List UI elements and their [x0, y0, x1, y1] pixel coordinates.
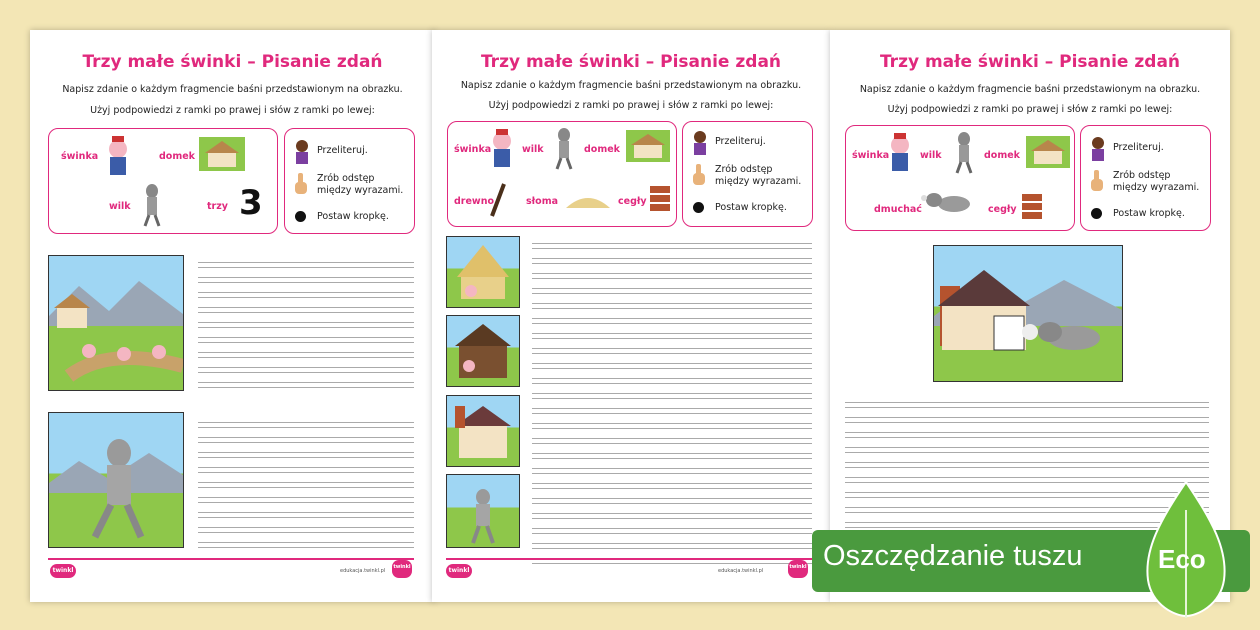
- word-box: [48, 128, 278, 234]
- instruction-1: Napisz zdanie o każdym fragmencie baśni przedstawionym na obrazku.: [460, 80, 802, 91]
- scene-brick-house: [446, 395, 520, 467]
- instruction-2: Użyj podpowiedzi z ramki po prawej i słów z ramki po lewej:: [488, 100, 774, 111]
- scene-pigs-leaving-home: [48, 255, 184, 391]
- stick-icon: [488, 182, 508, 218]
- wolf-icon: [139, 181, 165, 227]
- word-box: [845, 125, 1075, 231]
- word-sloma: słoma: [526, 196, 559, 207]
- word-domek: domek: [584, 144, 620, 155]
- hint-dot: Postaw kropkę.: [1113, 208, 1185, 219]
- number-three: 3: [239, 183, 263, 223]
- word-box: [447, 121, 677, 227]
- hint-spell: Przeliteruj.: [715, 136, 766, 147]
- pig-icon: [103, 135, 133, 181]
- dot-icon: [295, 211, 306, 222]
- hint-box: [1080, 125, 1211, 231]
- writing-lines: [198, 422, 414, 557]
- finger-icon: [691, 164, 707, 186]
- wolf-icon: [952, 130, 976, 174]
- bricks-icon: [648, 184, 672, 214]
- instruction-1: Napisz zdanie o każdym fragmencie baśni przedstawionym na obrazku.: [62, 84, 403, 95]
- writing-lines: [198, 262, 414, 397]
- footer-rule: [48, 558, 414, 560]
- hint-space: Zrób odstęp między wyrazami.: [317, 173, 404, 196]
- instruction-1: Napisz zdanie o każdym fragmencie baśni przedstawionym na obrazku.: [859, 84, 1201, 95]
- child-icon: [293, 139, 311, 165]
- child-icon: [691, 130, 709, 156]
- scene-wolf: [48, 412, 184, 548]
- word-swinka: świnka: [61, 151, 99, 162]
- word-drewno: drewno: [454, 196, 494, 207]
- instruction-2: Użyj podpowiedzi z ramki po prawej i słów z ramki po lewej:: [887, 104, 1173, 115]
- worksheet-2: [432, 30, 830, 602]
- word-swinka: świnka: [852, 150, 890, 161]
- word-domek: domek: [159, 151, 195, 162]
- child-icon: [1089, 136, 1107, 162]
- finger-icon: [293, 173, 309, 195]
- word-dmuchac: dmuchać: [874, 204, 922, 215]
- page-title: Trzy małe świnki – Pisanie zdań: [480, 52, 782, 72]
- twinkl-logo: twinkl: [446, 564, 472, 578]
- twinkl-logo: twinkl: [50, 564, 76, 578]
- house-icon: [199, 137, 245, 171]
- hint-box: [682, 121, 813, 227]
- word-wilk: wilk: [109, 201, 131, 212]
- wolf-blowing-icon: [920, 184, 976, 220]
- dot-icon: [1091, 208, 1102, 219]
- instruction-2: Użyj podpowiedzi z ramki po prawej i słów z ramki po lewej:: [90, 105, 375, 116]
- worksheet-1: [30, 30, 435, 602]
- finger-icon: [1089, 170, 1105, 192]
- hint-spell: Przeliteruj.: [317, 145, 368, 156]
- eco-badge: Eco: [1158, 544, 1206, 574]
- hint-box: [284, 128, 415, 234]
- wolf-icon: [552, 126, 576, 170]
- scene-wood-house: [446, 315, 520, 387]
- footer-url: edukacja.twinkl.pl: [340, 568, 386, 574]
- pig-icon: [886, 132, 914, 176]
- writing-lines: [532, 243, 812, 573]
- straw-icon: [564, 188, 612, 210]
- hint-spell: Przeliteruj.: [1113, 142, 1164, 153]
- hint-space: Zrób odstęp między wyrazami.: [1113, 170, 1200, 193]
- word-cegly: cegły: [988, 204, 1017, 215]
- hint-space: Zrób odstęp między wyrazami.: [715, 164, 802, 187]
- dot-icon: [693, 202, 704, 213]
- scene-straw-house: [446, 236, 520, 308]
- word-wilk: wilk: [920, 150, 942, 161]
- word-cegly: cegły: [618, 196, 647, 207]
- word-swinka: świnka: [454, 144, 492, 155]
- footer-rule: [446, 558, 812, 560]
- eco-banner-text: Oszczędzanie tuszu: [823, 540, 1083, 572]
- word-wilk: wilk: [522, 144, 544, 155]
- hint-dot: Postaw kropkę.: [317, 211, 389, 222]
- scene-wolf-blowing-brick-house: [933, 245, 1123, 382]
- twinkl-badge: twinkl: [392, 560, 412, 578]
- word-trzy: trzy: [207, 201, 228, 212]
- pig-icon: [488, 128, 516, 172]
- bricks-icon: [1020, 192, 1044, 222]
- scene-wolf: [446, 474, 520, 548]
- house-icon: [626, 130, 670, 162]
- house-icon: [1026, 136, 1070, 168]
- page-title: Trzy małe świnki – Pisanie zdań: [879, 52, 1181, 72]
- word-domek: domek: [984, 150, 1020, 161]
- twinkl-badge: twinkl: [788, 560, 808, 578]
- hint-dot: Postaw kropkę.: [715, 202, 787, 213]
- page-title: Trzy małe świnki – Pisanie zdań: [82, 52, 383, 72]
- footer-url: edukacja.twinkl.pl: [718, 568, 764, 574]
